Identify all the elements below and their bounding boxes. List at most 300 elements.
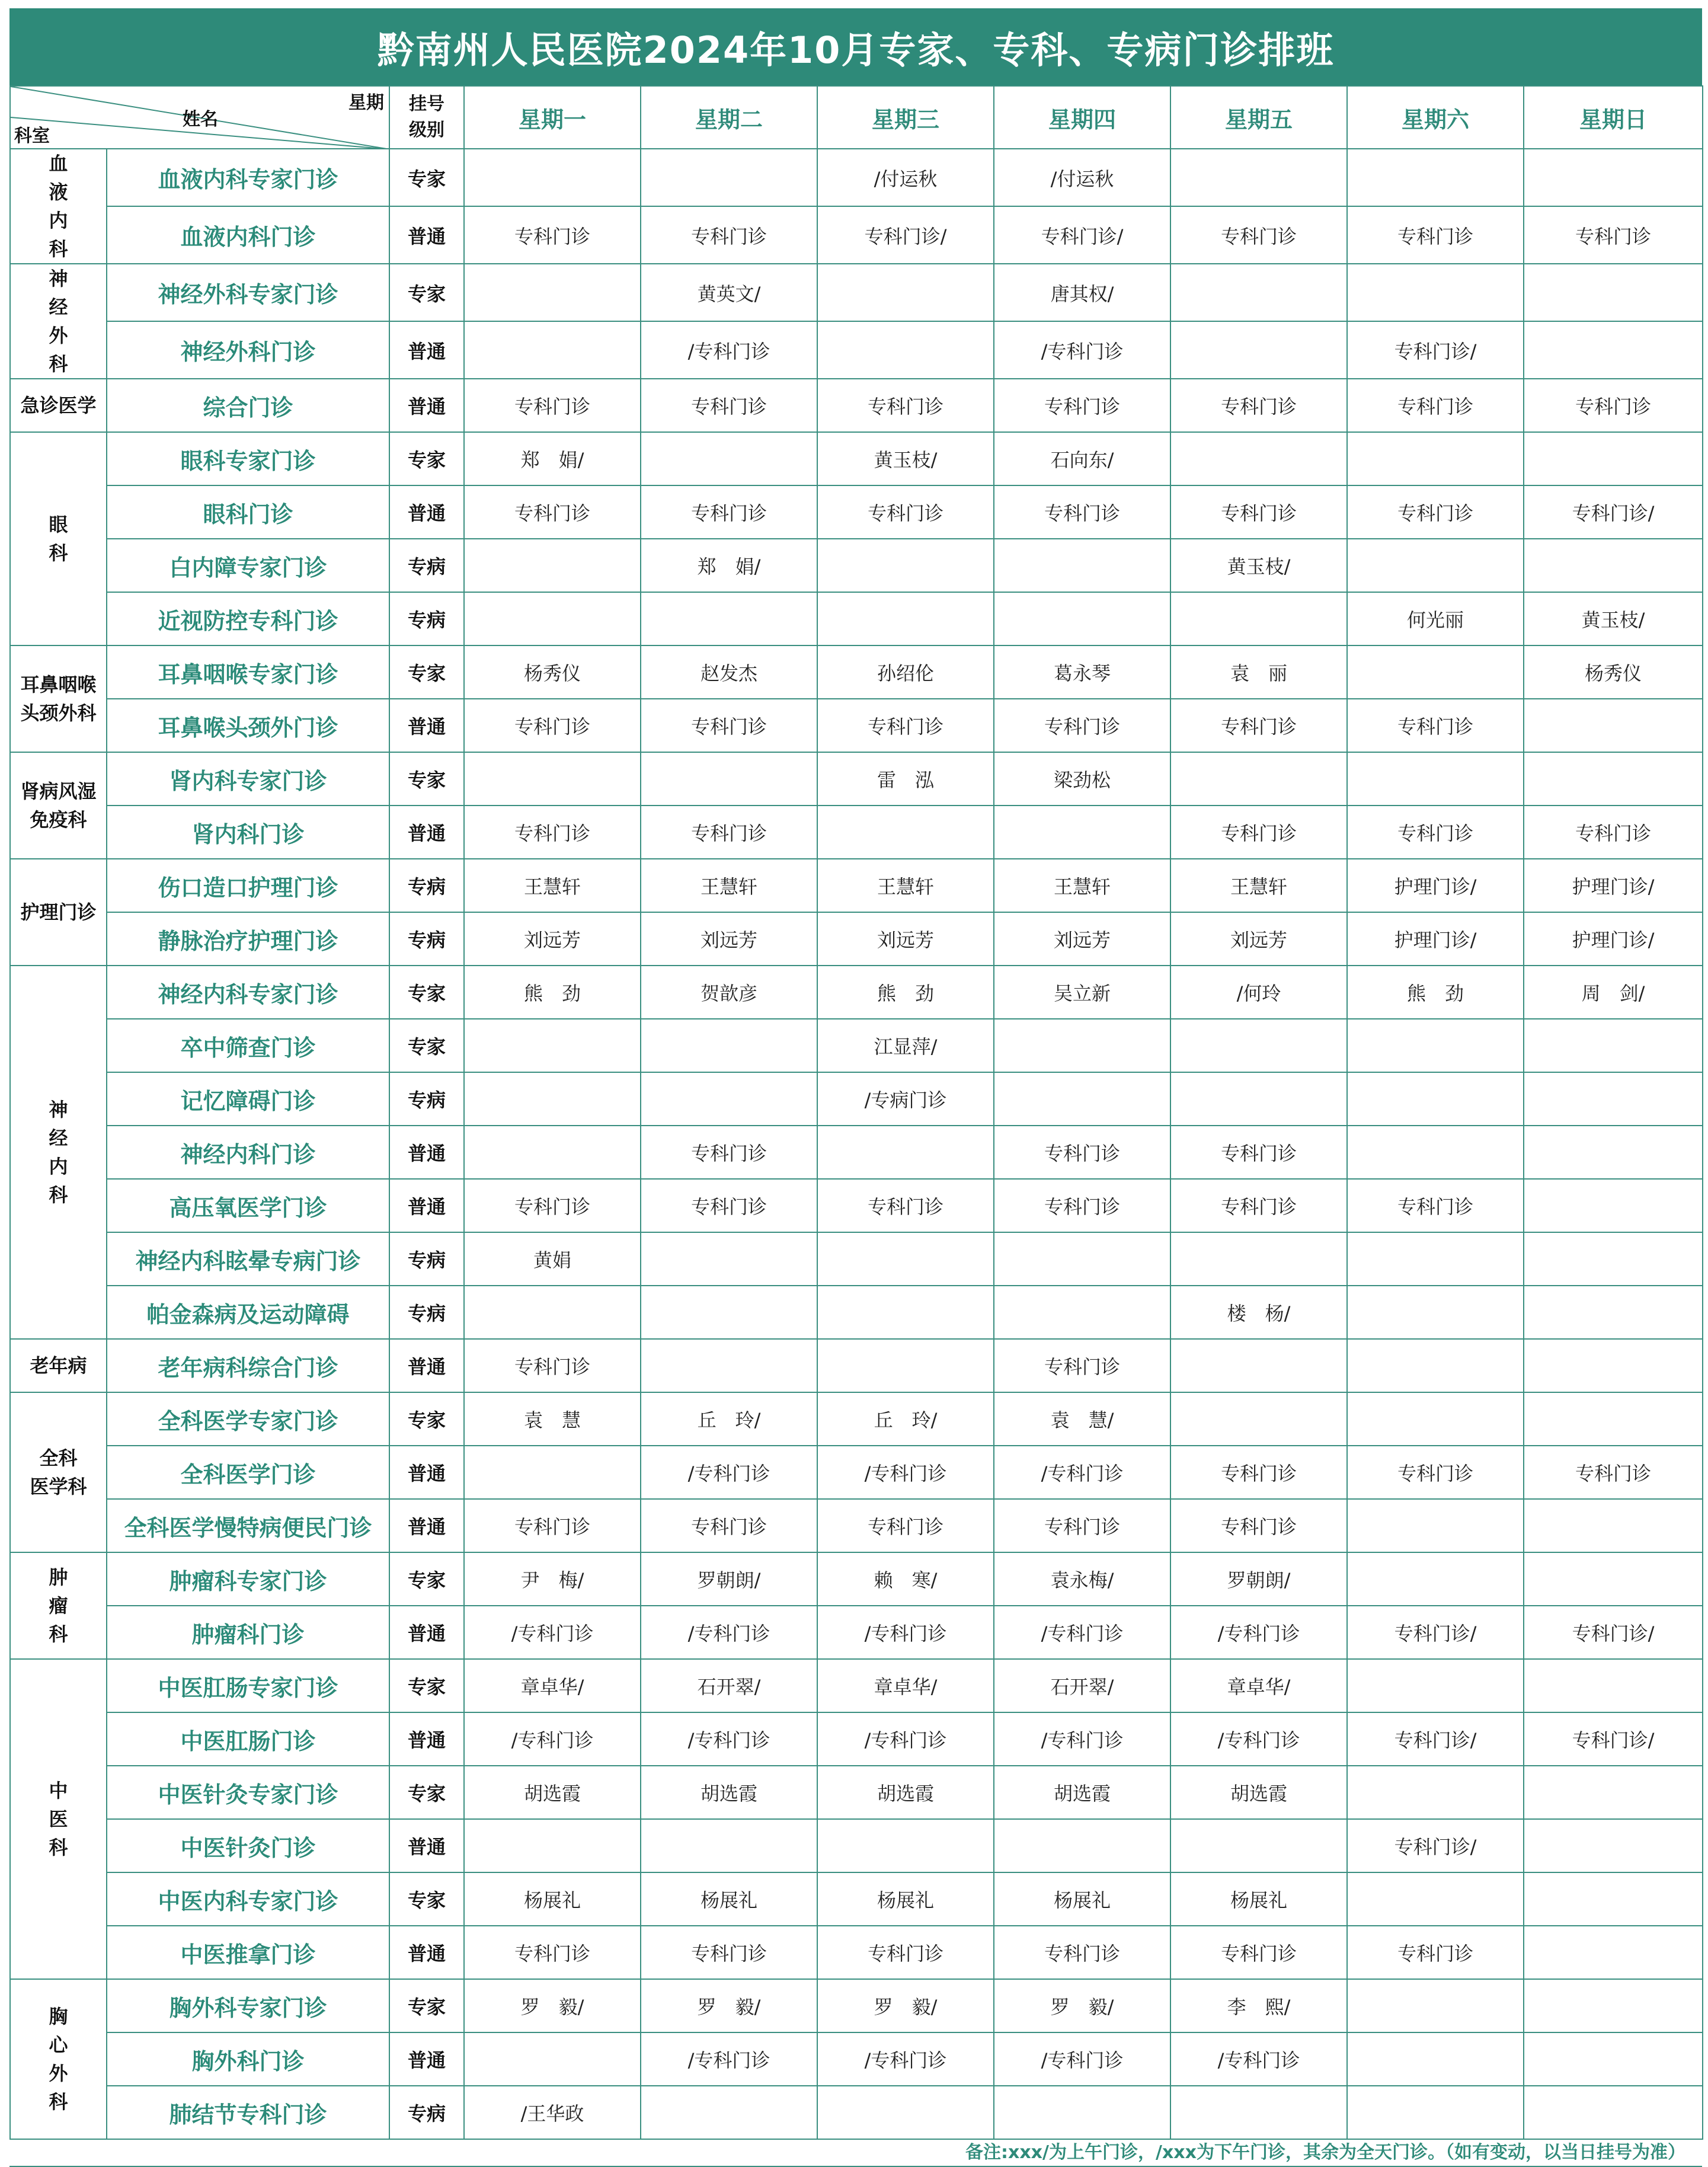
registration-level: 普通: [389, 1819, 464, 1872]
schedule-cell: [1524, 1072, 1703, 1126]
header-level-line1: 挂号: [409, 94, 444, 114]
department-label-part: 内: [49, 1155, 68, 1178]
schedule-cell: 罗 毅/: [464, 1979, 641, 2032]
schedule-cell: 黄英文/: [641, 264, 817, 321]
clinic-name: 全科医学慢特病便民门诊: [107, 1499, 389, 1552]
department-label-part: 耳鼻咽喉: [20, 673, 97, 696]
schedule-cell: [994, 1819, 1170, 1872]
department-label-part: 液: [49, 181, 68, 203]
department-cell: [10, 1552, 107, 1659]
table-row: [10, 539, 1703, 592]
schedule-cell: [1170, 1019, 1347, 1072]
schedule-cell: 专科门诊: [1347, 1446, 1524, 1499]
department-label-part: 头颈外科: [20, 702, 97, 724]
clinic-name: 高压氧医学门诊: [107, 1179, 389, 1232]
schedule-cell: 吴立新: [994, 966, 1170, 1019]
schedule-cell: 专科门诊: [641, 379, 817, 432]
schedule-cell: [1347, 1019, 1524, 1072]
schedule-cell: 专科门诊: [817, 1926, 994, 1979]
clinic-name: 神经外科专家门诊: [107, 264, 389, 321]
schedule-cell: [464, 2032, 641, 2086]
registration-level: 专病: [389, 539, 464, 592]
clinic-name: 中医肛肠专家门诊: [107, 1659, 389, 1712]
schedule-cell: 尹 梅/: [464, 1552, 641, 1606]
schedule-cell: [464, 1446, 641, 1499]
schedule-cell: 杨展礼: [641, 1872, 817, 1926]
header-row: [10, 86, 1703, 149]
schedule-cell: 贺歆彦: [641, 966, 817, 1019]
clinic-name: 老年病科综合门诊: [107, 1339, 389, 1392]
header-day-fri: 星期五: [1170, 86, 1347, 149]
table-row: [10, 1712, 1703, 1766]
schedule-cell: 专科门诊: [1170, 1499, 1347, 1552]
schedule-cell: [464, 1019, 641, 1072]
table-row: [10, 206, 1703, 264]
header-dept-label: 科室: [14, 126, 50, 146]
schedule-cell: [464, 1126, 641, 1179]
schedule-cell: [1347, 1232, 1524, 1286]
schedule-cell: [464, 321, 641, 379]
schedule-cell: 专科门诊: [994, 1499, 1170, 1552]
schedule-cell: [1524, 264, 1703, 321]
schedule-cell: 专科门诊: [641, 485, 817, 539]
registration-level: 普通: [389, 379, 464, 432]
header-name-label: 姓名: [183, 109, 218, 130]
schedule-cell: [1524, 1339, 1703, 1392]
schedule-cell: /付运秋: [994, 149, 1170, 206]
registration-level: 普通: [389, 806, 464, 859]
header-level-line2: 级别: [409, 120, 444, 140]
table-row: [10, 379, 1703, 432]
header-day-mon: 星期一: [464, 86, 641, 149]
schedule-cell: [994, 1232, 1170, 1286]
schedule-cell: [464, 539, 641, 592]
department-label-part: 医: [49, 1808, 68, 1830]
schedule-cell: 专科门诊: [1347, 1926, 1524, 1979]
schedule-cell: 专科门诊: [1347, 1179, 1524, 1232]
schedule-cell: 护理门诊/: [1524, 912, 1703, 966]
clinic-name: 耳鼻喉头颈外门诊: [107, 699, 389, 752]
schedule-cell: 专科门诊: [1524, 206, 1703, 264]
department-label-part: 经: [49, 1127, 68, 1149]
schedule-cell: 专科门诊: [817, 1499, 994, 1552]
registration-level: 普通: [389, 2032, 464, 2086]
department-label-part: 神: [49, 1098, 68, 1121]
clinic-name: 胸外科门诊: [107, 2032, 389, 2086]
department-label-part: 内: [49, 209, 68, 232]
clinic-name: 伤口造口护理门诊: [107, 859, 389, 912]
schedule-cell: 黄玉枝/: [1170, 539, 1347, 592]
schedule-cell: /专科门诊: [1170, 2032, 1347, 2086]
clinic-name: 中医针灸门诊: [107, 1819, 389, 1872]
schedule-cell: 王慧轩: [641, 859, 817, 912]
schedule-cell: [1524, 1126, 1703, 1179]
schedule-cell: /专科门诊: [817, 1606, 994, 1659]
clinic-name: 近视防控专科门诊: [107, 592, 389, 645]
schedule-cell: /专科门诊: [641, 321, 817, 379]
schedule-cell: [817, 1232, 994, 1286]
schedule-cell: [817, 321, 994, 379]
schedule-cell: [1347, 1552, 1524, 1606]
table-row: [10, 806, 1703, 859]
schedule-cell: 专科门诊: [1170, 699, 1347, 752]
department-label-part: 科: [49, 542, 68, 564]
schedule-cell: [641, 1339, 817, 1392]
schedule-cell: 专科门诊: [1524, 379, 1703, 432]
schedule-cell: [464, 752, 641, 806]
department-cell: [10, 1339, 107, 1392]
schedule-cell: 专科门诊: [641, 1499, 817, 1552]
schedule-cell: [1170, 149, 1347, 206]
clinic-name: 中医针灸专家门诊: [107, 1766, 389, 1819]
header-day-tue: 星期二: [641, 86, 817, 149]
schedule-cell: 专科门诊: [994, 1926, 1170, 1979]
department-label-part: 急诊医学: [20, 394, 97, 417]
schedule-cell: [1347, 264, 1524, 321]
department-label-part: 胸: [49, 2005, 68, 2028]
schedule-cell: [1524, 149, 1703, 206]
schedule-cell: 专科门诊: [641, 1926, 817, 1979]
schedule-cell: [994, 806, 1170, 859]
schedule-cell: 专科门诊/: [994, 206, 1170, 264]
schedule-cell: [641, 1072, 817, 1126]
schedule-cell: [817, 2086, 994, 2139]
schedule-cell: [994, 2086, 1170, 2139]
schedule-cell: [1524, 1659, 1703, 1712]
schedule-cell: 专科门诊: [464, 806, 641, 859]
schedule-cell: 专科门诊: [1170, 1446, 1347, 1499]
schedule-cell: /专科门诊: [464, 1712, 641, 1766]
schedule-cell: 章卓华/: [1170, 1659, 1347, 1712]
schedule-cell: /专科门诊: [641, 1712, 817, 1766]
table-row: [10, 2086, 1703, 2139]
schedule-cell: 熊 劲: [464, 966, 641, 1019]
clinic-name: 帕金森病及运动障碍: [107, 1286, 389, 1339]
registration-level: 专家: [389, 1659, 464, 1712]
schedule-cell: [641, 592, 817, 645]
table-row: [10, 1392, 1703, 1446]
schedule-cell: [1170, 1392, 1347, 1446]
table-row: [10, 966, 1703, 1019]
clinic-name: 神经内科眩晕专病门诊: [107, 1232, 389, 1286]
registration-level: 专家: [389, 149, 464, 206]
schedule-cell: 专科门诊/: [1524, 485, 1703, 539]
schedule-cell: 章卓华/: [817, 1659, 994, 1712]
department-label-part: 神: [49, 267, 68, 290]
clinic-name: 神经外科门诊: [107, 321, 389, 379]
department-cell: [10, 1392, 107, 1552]
registration-level: 专病: [389, 1072, 464, 1126]
schedule-cell: 护理门诊/: [1524, 859, 1703, 912]
schedule-cell: [817, 1339, 994, 1392]
department-label-part: 全科: [39, 1447, 78, 1469]
registration-level: 专家: [389, 1872, 464, 1926]
schedule-cell: [1524, 539, 1703, 592]
schedule-cell: 专科门诊: [994, 379, 1170, 432]
page-title: 黔南州人民医院2024年10月专家、专科、专病门诊排班: [9, 8, 1702, 85]
clinic-name: 神经内科专家门诊: [107, 966, 389, 1019]
schedule-cell: /专科门诊: [641, 1446, 817, 1499]
registration-level: 普通: [389, 485, 464, 539]
schedule-cell: 护理门诊/: [1347, 912, 1524, 966]
table-row: [10, 1286, 1703, 1339]
schedule-cell: 石开翠/: [641, 1659, 817, 1712]
registration-level: 普通: [389, 321, 464, 379]
table-row: [10, 1499, 1703, 1552]
schedule-cell: 专科门诊/: [1524, 1712, 1703, 1766]
schedule-cell: 专科门诊: [817, 379, 994, 432]
schedule-cell: [1524, 2032, 1703, 2086]
schedule-cell: 江显萍/: [817, 1019, 994, 1072]
schedule-cell: [464, 592, 641, 645]
registration-level: 专病: [389, 2086, 464, 2139]
schedule-cell: 黄玉枝/: [817, 432, 994, 485]
schedule-cell: 袁 慧: [464, 1392, 641, 1446]
schedule-cell: [1524, 1179, 1703, 1232]
schedule-cell: [817, 264, 994, 321]
registration-level: 专病: [389, 859, 464, 912]
schedule-cell: 专科门诊/: [1347, 1606, 1524, 1659]
schedule-cell: [994, 1286, 1170, 1339]
table-row: [10, 1766, 1703, 1819]
clinic-name: 眼科专家门诊: [107, 432, 389, 485]
schedule-cell: [1170, 1819, 1347, 1872]
schedule-cell: /付运秋: [817, 149, 994, 206]
schedule-cell: 专科门诊: [1170, 806, 1347, 859]
registration-level: 普通: [389, 1339, 464, 1392]
schedule-cell: /专病门诊: [817, 1072, 994, 1126]
schedule-cell: [1347, 2086, 1524, 2139]
department-cell: [10, 859, 107, 966]
schedule-cell: 章卓华/: [464, 1659, 641, 1712]
schedule-cell: 专科门诊/: [817, 206, 994, 264]
schedule-cell: /王华政: [464, 2086, 641, 2139]
schedule-cell: 何光丽: [1347, 592, 1524, 645]
clinic-name: 全科医学专家门诊: [107, 1392, 389, 1446]
schedule-cell: 罗 毅/: [994, 1979, 1170, 2032]
schedule-cell: [1347, 752, 1524, 806]
clinic-name: 静脉治疗护理门诊: [107, 912, 389, 966]
department-cell: [10, 645, 107, 752]
registration-level: 普通: [389, 1179, 464, 1232]
schedule-cell: 王慧轩: [1170, 859, 1347, 912]
clinic-name: 血液内科门诊: [107, 206, 389, 264]
clinic-name: 肺结节专科门诊: [107, 2086, 389, 2139]
schedule-cell: [1347, 539, 1524, 592]
schedule-cell: 杨秀仪: [1524, 645, 1703, 699]
schedule-cell: [1524, 1499, 1703, 1552]
clinic-name: 综合门诊: [107, 379, 389, 432]
schedule-cell: [1170, 321, 1347, 379]
schedule-cell: /何玲: [1170, 966, 1347, 1019]
schedule-cell: 专科门诊: [1524, 806, 1703, 859]
table-row: [10, 432, 1703, 485]
schedule-cell: 专科门诊: [1347, 806, 1524, 859]
header-day-sat: 星期六: [1347, 86, 1524, 149]
registration-level: 专病: [389, 1286, 464, 1339]
schedule-cell: /专科门诊: [1170, 1712, 1347, 1766]
schedule-cell: [817, 806, 994, 859]
schedule-cell: 梁劲松: [994, 752, 1170, 806]
table-row: [10, 1819, 1703, 1872]
schedule-cell: 专科门诊/: [1347, 321, 1524, 379]
schedule-cell: 罗朝朗/: [641, 1552, 817, 1606]
schedule-cell: /专科门诊: [641, 1606, 817, 1659]
schedule-cell: [817, 1126, 994, 1179]
schedule-cell: 专科门诊: [1170, 485, 1347, 539]
schedule-cell: [641, 1232, 817, 1286]
department-cell: [10, 752, 107, 859]
schedule-cell: 专科门诊: [817, 699, 994, 752]
department-label-part: 经: [49, 296, 68, 318]
table-row: [10, 1979, 1703, 2032]
table-row: [10, 2032, 1703, 2086]
registration-level: 普通: [389, 1126, 464, 1179]
table-row: [10, 1552, 1703, 1606]
schedule-cell: [641, 1019, 817, 1072]
schedule-cell: [464, 1819, 641, 1872]
schedule-cell: [1347, 1286, 1524, 1339]
schedule-cell: [994, 1019, 1170, 1072]
table-row: [10, 1446, 1703, 1499]
schedule-cell: /专科门诊: [994, 1606, 1170, 1659]
department-cell: [10, 379, 107, 432]
schedule-cell: 护理门诊/: [1347, 859, 1524, 912]
schedule-cell: 专科门诊: [464, 485, 641, 539]
schedule-cell: 熊 劲: [1347, 966, 1524, 1019]
schedule-cell: [641, 432, 817, 485]
registration-level: 普通: [389, 1712, 464, 1766]
schedule-cell: [1170, 1072, 1347, 1126]
schedule-cell: [1524, 699, 1703, 752]
schedule-cell: 刘远芳: [641, 912, 817, 966]
schedule-cell: 胡选霞: [994, 1766, 1170, 1819]
schedule-cell: 胡选霞: [641, 1766, 817, 1819]
schedule-cell: 专科门诊: [464, 1339, 641, 1392]
schedule-cell: 袁 丽: [1170, 645, 1347, 699]
schedule-cell: 专科门诊/: [1524, 1606, 1703, 1659]
registration-level: 普通: [389, 1499, 464, 1552]
schedule-cell: 专科门诊: [1170, 1926, 1347, 1979]
schedule-cell: 专科门诊: [641, 206, 817, 264]
department-label-part: 眼: [49, 513, 68, 536]
schedule-cell: 专科门诊/: [1347, 1712, 1524, 1766]
department-label-part: 外: [49, 2062, 68, 2085]
schedule-cell: 专科门诊: [994, 485, 1170, 539]
schedule-cell: [817, 1819, 994, 1872]
schedule-cell: [1524, 1286, 1703, 1339]
header-day-sun: 星期日: [1524, 86, 1703, 149]
table-row: [10, 1072, 1703, 1126]
schedule-cell: [994, 1072, 1170, 1126]
schedule-sheet: [9, 8, 1702, 2167]
table-row: [10, 859, 1703, 912]
schedule-cell: [1524, 321, 1703, 379]
registration-level: 专家: [389, 645, 464, 699]
schedule-cell: /专科门诊: [817, 1446, 994, 1499]
schedule-cell: 专科门诊: [994, 1179, 1170, 1232]
registration-level: 专家: [389, 1979, 464, 2032]
registration-level: 专家: [389, 1552, 464, 1606]
registration-level: 专家: [389, 264, 464, 321]
schedule-cell: [1524, 432, 1703, 485]
schedule-cell: 胡选霞: [464, 1766, 641, 1819]
schedule-cell: 专科门诊: [994, 1339, 1170, 1392]
header-weekday-label: 星期: [348, 92, 384, 113]
schedule-cell: 专科门诊: [1170, 1126, 1347, 1179]
table-row: [10, 149, 1703, 206]
schedule-cell: 专科门诊: [464, 206, 641, 264]
schedule-cell: 专科门诊: [1524, 1446, 1703, 1499]
schedule-cell: [1170, 264, 1347, 321]
table-row: [10, 1659, 1703, 1712]
schedule-cell: [817, 539, 994, 592]
schedule-cell: 王慧轩: [994, 859, 1170, 912]
schedule-cell: 专科门诊: [464, 1926, 641, 1979]
department-label-part: 科: [49, 1623, 68, 1645]
department-label-part: 肾病风湿: [20, 780, 97, 803]
schedule-cell: 罗 毅/: [641, 1979, 817, 2032]
schedule-cell: [1170, 592, 1347, 645]
table-row: [10, 264, 1703, 321]
department-label-part: 外: [49, 324, 68, 347]
schedule-cell: [1347, 1766, 1524, 1819]
table-row: [10, 321, 1703, 379]
schedule-cell: /专科门诊: [994, 1712, 1170, 1766]
table-row: [10, 1926, 1703, 1979]
registration-level: 专家: [389, 966, 464, 1019]
schedule-cell: [1170, 2086, 1347, 2139]
schedule-cell: 袁 慧/: [994, 1392, 1170, 1446]
schedule-cell: [641, 1286, 817, 1339]
department-label-part: 科: [49, 1184, 68, 1206]
schedule-cell: [1524, 1979, 1703, 2032]
department-label-part: 免疫科: [30, 808, 87, 831]
schedule-cell: 专科门诊: [994, 699, 1170, 752]
department-label-part: 心: [49, 2034, 68, 2056]
clinic-name: 眼科门诊: [107, 485, 389, 539]
header-day-thu: 星期四: [994, 86, 1170, 149]
schedule-cell: 专科门诊: [641, 1179, 817, 1232]
schedule-cell: [1347, 1072, 1524, 1126]
schedule-cell: 专科门诊: [1347, 485, 1524, 539]
schedule-cell: [1524, 752, 1703, 806]
schedule-cell: [994, 539, 1170, 592]
table-row: [10, 1339, 1703, 1392]
schedule-cell: /专科门诊: [1170, 1606, 1347, 1659]
schedule-cell: 王慧轩: [464, 859, 641, 912]
schedule-cell: 赵发杰: [641, 645, 817, 699]
department-cell: [10, 149, 107, 264]
schedule-cell: [464, 149, 641, 206]
registration-level: 专家: [389, 1019, 464, 1072]
schedule-cell: [1347, 2032, 1524, 2086]
clinic-name: 中医推拿门诊: [107, 1926, 389, 1979]
schedule-cell: 胡选霞: [817, 1766, 994, 1819]
clinic-name: 神经内科门诊: [107, 1126, 389, 1179]
clinic-name: 肾内科专家门诊: [107, 752, 389, 806]
department-label-part: 科: [49, 238, 68, 260]
schedule-cell: 专科门诊: [641, 1126, 817, 1179]
schedule-cell: 熊 劲: [817, 966, 994, 1019]
schedule-cell: [817, 1286, 994, 1339]
schedule-cell: 刘远芳: [994, 912, 1170, 966]
schedule-cell: [641, 149, 817, 206]
department-label-part: 科: [49, 353, 68, 375]
schedule-cell: 胡选霞: [1170, 1766, 1347, 1819]
schedule-cell: 杨展礼: [817, 1872, 994, 1926]
schedule-cell: 王慧轩: [817, 859, 994, 912]
